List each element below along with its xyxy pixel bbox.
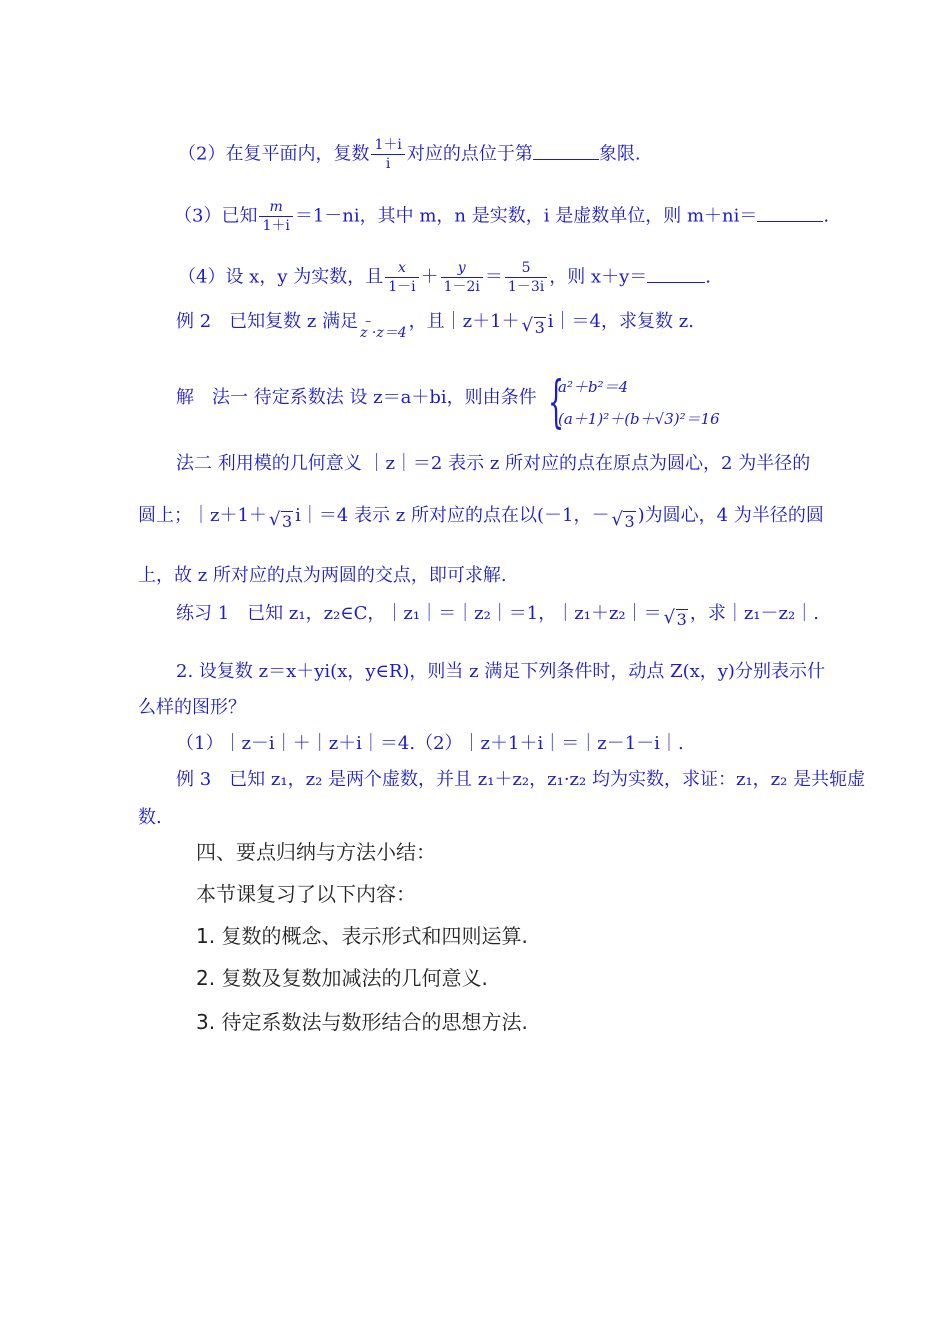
prac1-sqrt: √ 3 (663, 607, 687, 629)
solution-method-2-line2: 圆上；｜z＋1＋ √ 3 i｜＝4 表示 z 所对应的点在以(－1，－ √ 3 )为圆心，4 为半径的圆 (138, 504, 824, 534)
problem-2-line1: 2. 设复数 z＝x＋yi(x，y∈R)，则当 z 满足下列条件时，动点 Z(x，y)分别表示什 (176, 661, 825, 682)
solution-method-2-line3: 上，故 z 所对应的点为两圆的交点，即可求解. (138, 565, 507, 586)
summary-intro: 本节课复习了以下内容： (196, 882, 416, 906)
radical-icon: √ (663, 607, 676, 628)
q2-fraction: $\frac{1+i}{i}$ (371, 136, 404, 173)
solution-method-2-line1: 法二 利用模的几何意义 ｜z｜＝2 表示 z 所对应的点在原点为圆心，2 为半径的 (176, 453, 811, 474)
question-2 (178, 136, 641, 173)
q4-eq: ＝ (484, 266, 503, 288)
system-eq-2: (a＋1)²＋(b＋√3)²＝16 (558, 410, 720, 428)
sol2-sqrt-2: √ 3 (611, 509, 635, 531)
example-3-line2: 数. (138, 807, 162, 828)
q4-fraction-3: $\frac{5}{1-3i}$ (505, 259, 547, 296)
q3-answer-blank[interactable] (757, 203, 823, 222)
q4-fraction-1: $\frac{x}{1-i}$ (385, 259, 418, 296)
q4-plus: ＋ (420, 266, 439, 288)
example-3-line1: 例 3 已知 z₁，z₂ 是两个虚数，并且 z₁＋z₂，z₁·z₂ 均为实数，求证：z₁，z₂ 是共轭虚 (176, 769, 866, 790)
q4-prefix: （4）设 x，y 为实数，且 (178, 266, 384, 288)
radical-icon: √ (268, 509, 281, 530)
question-3 (174, 198, 829, 235)
problem-2-line2: 么样的图形？ (138, 697, 246, 718)
ex2-condition: – z ·z＝4 (360, 321, 407, 345)
q4-answer-blank[interactable] (647, 264, 705, 283)
conjugate-bar: – (365, 314, 372, 328)
summary-heading: 四、要点归纳与方法小结： (196, 840, 436, 864)
left-brace-icon: { (548, 370, 565, 435)
ex2-end: i｜＝4，求复数 z. (547, 311, 694, 332)
ex2-mid: ，且｜z＋1＋ (408, 311, 520, 332)
q2-suffix: 对应的点位于第 (406, 143, 533, 165)
q3-fraction: $\frac{m}{1+i}$ (259, 198, 292, 235)
q2-end: 象限. (598, 143, 641, 165)
equation-system (548, 372, 788, 434)
example-2 (176, 310, 694, 345)
practice-1: 练习 1 已知 z₁，z₂∈C，｜z₁｜＝｜z₂｜＝1，｜z₁＋z₂｜＝ √ 3 ，求｜z₁－z₂｜. (176, 602, 819, 632)
radical-icon: √ (521, 315, 534, 336)
q4-mid: ，则 x＋y＝ (549, 266, 648, 288)
q3-end: . (823, 205, 830, 227)
q4-fraction-2: $\frac{y}{1-2i}$ (441, 259, 483, 296)
q3-prefix: （3）已知 (174, 205, 258, 227)
sol1-text: 解 法一 待定系数法 设 z＝a＋bi，则由条件 (176, 387, 537, 408)
summary-item-1: 1. 复数的概念、表示形式和四则运算. (196, 924, 528, 948)
q4-end: . (705, 266, 711, 288)
solution-method-1 (176, 386, 537, 410)
summary-item-3: 3. 待定系数法与数形结合的思想方法. (196, 1010, 528, 1034)
ex2-prefix: 例 2 已知复数 z 满足 (176, 311, 359, 332)
problem-2-line3: （1）｜z－i｜＋｜z＋i｜＝4.（2）｜z＋1＋i｜＝｜z－1－i｜. (176, 733, 684, 754)
summary-item-2: 2. 复数及复数加减法的几何意义. (196, 966, 488, 990)
radical-icon: √ (611, 509, 623, 530)
q3-mid: ＝1－ni，其中 m，n 是实数，i 是虚数单位，则 m＋ni＝ (294, 205, 758, 227)
sol2-sqrt-1: √ 3 (268, 509, 293, 531)
system-eq-1: a²＋b²＝4 (558, 378, 629, 396)
q2-prefix: （2）在复平面内，复数 (178, 143, 370, 165)
ex2-sqrt: √ 3 (521, 315, 545, 337)
question-4 (178, 259, 711, 296)
q2-answer-blank[interactable] (533, 141, 599, 160)
